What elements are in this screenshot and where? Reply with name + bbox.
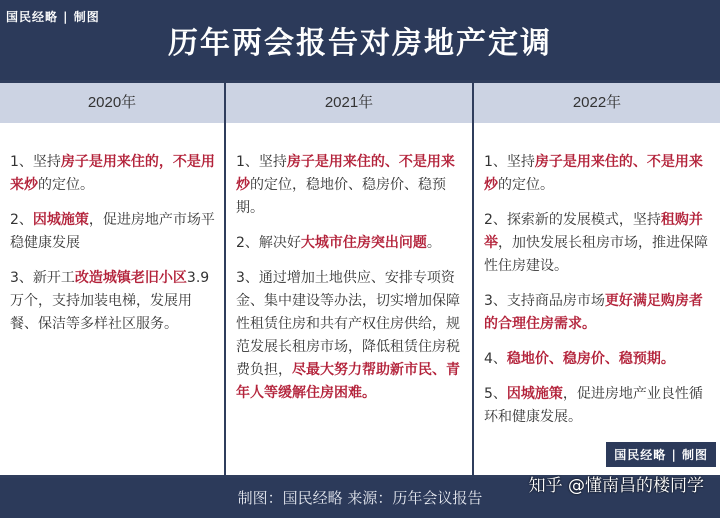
policy-item [10, 151, 216, 197]
column-body [474, 123, 720, 429]
policy-item [236, 232, 464, 255]
highlight-text: 房子是用来住的、不是用来炒 [236, 154, 455, 193]
policy-item [236, 151, 464, 220]
column-2020 [0, 83, 226, 475]
highlight-text: 尽最大努力帮助新市民、青年人等缓解住房困难。 [236, 362, 460, 401]
highlight-text: 因城施策 [32, 212, 89, 228]
policy-text: ，促进房地产业良性循环和健康发展。 [484, 386, 703, 425]
policy-text: 3、通过增加土地供应、安排专项资金、集中建设等办法，切实增加保障性租赁住房和共有产权住房供给，规范发展长租房市场，降低租赁住房税费负担， [236, 270, 460, 378]
policy-item [484, 383, 712, 429]
policy-text: 的定位，稳地价、稳房价、稳预期。 [236, 177, 446, 216]
highlight-text: 因城施策 [506, 386, 563, 402]
policy-text: 3、新开工 [10, 270, 75, 286]
highlight-text: 稳地价、稳房价、稳预期。 [506, 351, 675, 367]
policy-text: 。 [426, 235, 441, 251]
brand-stamp: 国民经略 | 制图 [606, 442, 716, 467]
column-body [226, 123, 472, 405]
policy-text: ，促进房地产市场平稳健康发展 [10, 212, 215, 251]
watermark: 知乎 @懂南昌的楼同学 [528, 476, 704, 496]
policy-item [236, 267, 464, 405]
highlight-text: 房子是用来住的，不是用来炒 [10, 154, 215, 193]
policy-text: 的定位。 [498, 177, 554, 193]
highlight-text: 更好满足购房者的合理住房需求。 [484, 293, 703, 332]
page-title: 历年两会报告对房地产定调 [168, 26, 552, 61]
column-year-header: 2020年 [0, 83, 224, 123]
policy-text: 的定位。 [38, 177, 94, 193]
policy-item [484, 290, 712, 336]
policy-text: 2、解决好 [236, 235, 301, 251]
policy-text: 4、 [484, 351, 507, 367]
column-2021 [226, 83, 474, 475]
policy-text: 3.9万个，支持加装电梯，发展用餐、保洁等多样社区服务。 [10, 270, 210, 332]
policy-text: 1、坚持 [10, 154, 61, 170]
policy-item [484, 348, 712, 371]
policy-item [484, 151, 712, 197]
source-credit: 制图：国民经略 来源：历年会议报告 [237, 489, 483, 507]
policy-item [10, 267, 216, 336]
column-body [0, 123, 224, 336]
highlight-text: 租购并举 [484, 212, 703, 251]
policy-text: 1、坚持 [484, 154, 535, 170]
policy-text: ，加快发展长租房市场，推进保障性住房建设。 [484, 235, 708, 274]
policy-text: 1、坚持 [236, 154, 287, 170]
column-2022 [474, 83, 720, 475]
policy-text: 5、 [484, 386, 507, 402]
highlight-text: 房子是用来住的、不是用来炒 [484, 154, 703, 193]
policy-text: 3、支持商品房市场 [484, 293, 605, 309]
column-year-header: 2022年 [474, 83, 720, 123]
year-columns [0, 83, 720, 475]
policy-text: 2、探索新的发展模式，坚持 [484, 212, 661, 228]
brand-label: 国民经略 | 制图 [6, 10, 100, 24]
highlight-text: 大城市住房突出问题 [300, 235, 427, 251]
footer-bar [0, 478, 720, 518]
column-year-header: 2021年 [226, 83, 472, 123]
policy-item [10, 209, 216, 255]
policy-text: 2、 [10, 212, 33, 228]
highlight-text: 改造城镇老旧小区 [74, 270, 187, 286]
policy-item [484, 209, 712, 278]
header-bar [0, 0, 720, 80]
